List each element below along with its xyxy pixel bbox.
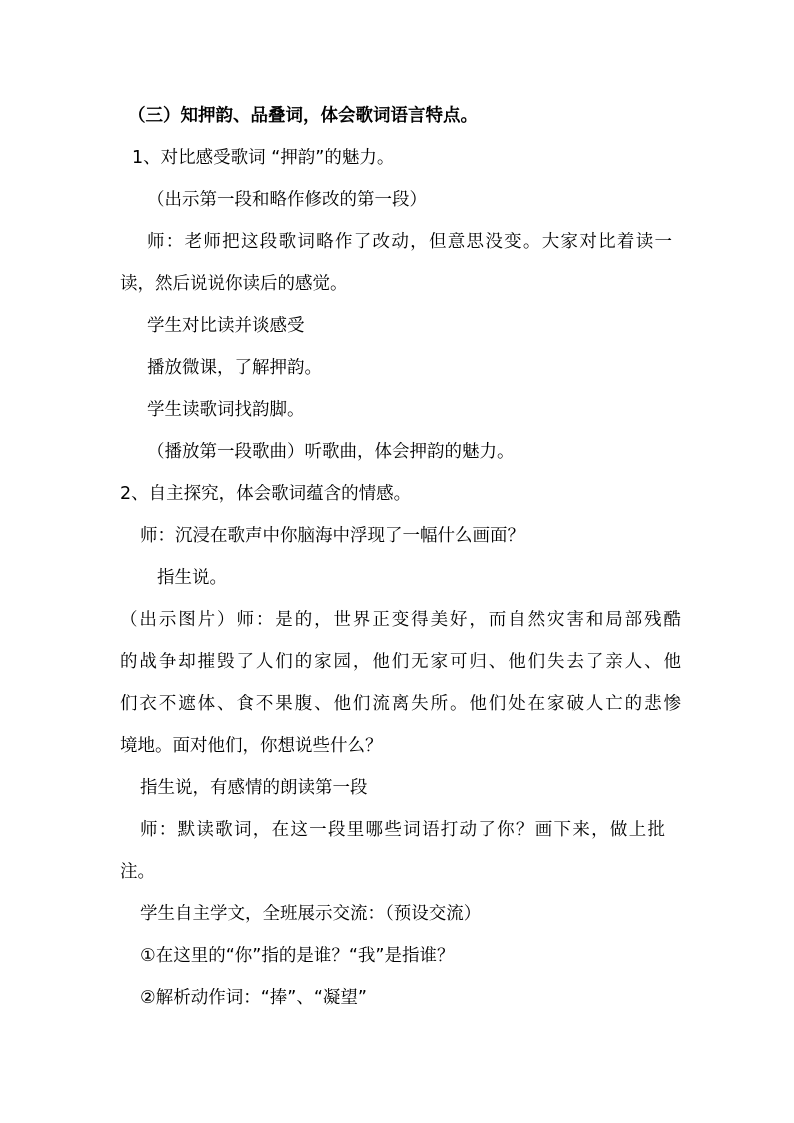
paragraph-line: 师：老师把这段歌词略作了改动，但意思没变。大家对比着读一 xyxy=(147,232,672,252)
paragraph-line: 播放微课，了解押韵。 xyxy=(147,358,322,378)
paragraph-line: 2、自主探究，体会歌词蕴含的情感。 xyxy=(120,484,412,504)
paragraph-line: ②解析动作词：“捧”、“凝望” xyxy=(140,988,367,1008)
paragraph-line: 注。 xyxy=(120,862,155,882)
paragraph-line: 境地。面对他们，你想说些什么？ xyxy=(120,736,383,756)
paragraph-line: （出示图片）师：是的，世界正变得美好，而自然灾害和局部残酷 xyxy=(120,610,681,630)
paragraph-line: 的战争却摧毁了人们的家园，他们无家可归、他们失去了亲人、他 xyxy=(120,652,681,672)
paragraph-line: 指生说，有感情的朗读第一段 xyxy=(140,778,368,798)
paragraph-line: 师：沉浸在歌声中你脑海中浮现了一幅什么画面？ xyxy=(140,526,525,546)
paragraph-line: 1、对比感受歌词 “押韵”的魅力。 xyxy=(132,148,395,168)
paragraph-line: ①在这里的“你”指的是谁？“我”是指谁？ xyxy=(140,946,455,966)
paragraph-line: 指生说。 xyxy=(157,568,227,588)
paragraph-line: 学生自主学文，全班展示交流：（预设交流） xyxy=(140,904,482,924)
section-heading: （三）知押韵、品叠词，体会歌词语言特点。 xyxy=(128,106,478,126)
paragraph-line: 们衣不遮体、食不果腹、他们流离失所。他们处在家破人亡的悲惨 xyxy=(120,694,681,714)
paragraph-line: （播放第一段歌曲）听歌曲，体会押韵的魅力。 xyxy=(147,442,515,462)
paragraph-line: 读，然后说说你读后的感觉。 xyxy=(120,274,348,294)
paragraph-line: 学生读歌词找韵脚。 xyxy=(147,400,305,420)
paragraph-line: （出示第一段和略作修改的第一段） xyxy=(147,190,427,210)
paragraph-line: 学生对比读并谈感受 xyxy=(147,316,305,336)
paragraph-line: 师：默读歌词，在这一段里哪些词语打动了你？画下来，做上批 xyxy=(140,820,665,840)
